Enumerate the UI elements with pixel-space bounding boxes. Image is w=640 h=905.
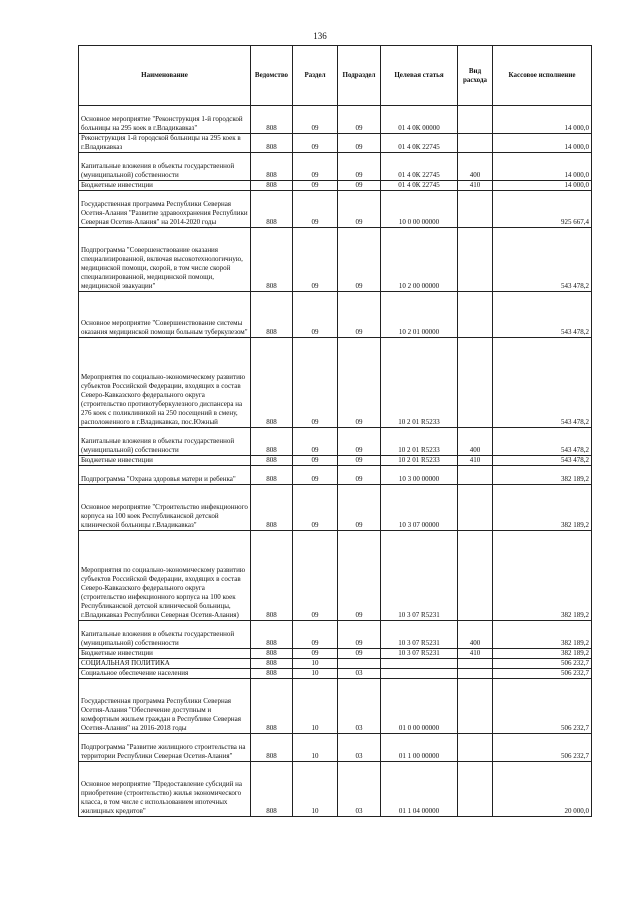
cell-target-article: 10 2 01 00000 [381, 292, 458, 338]
cell-name: Государственная программа Республики Северная Осетия-Алания "Обеспечение доступным и комфортным жильем граждан в Республике Северная Осетия-Алания" на 2016-2018 годы [79, 679, 251, 734]
cell-name: СОЦИАЛЬНАЯ ПОЛИТИКА [79, 659, 251, 669]
cell-cash-execution: 14 000,0 [493, 153, 592, 181]
header-podrazdel: Подраздел [338, 46, 381, 106]
cell-expense-type [458, 191, 493, 228]
cell-expense-type [458, 669, 493, 679]
cell-cash-execution: 543 478,2 [493, 292, 592, 338]
cell-podrazdel: 03 [338, 734, 381, 762]
cell-cash-execution: 382 189,2 [493, 531, 592, 621]
table-row [79, 649, 592, 659]
cell-target-article: 10 2 01 R5233 [381, 428, 458, 456]
cell-expense-type [458, 292, 493, 338]
cell-expense-type [458, 338, 493, 428]
cell-razdel: 10 [293, 659, 338, 669]
cell-vedomstvo: 808 [251, 153, 293, 181]
cell-cash-execution: 382 189,2 [493, 485, 592, 531]
cell-target-article: 10 2 00 00000 [381, 228, 458, 292]
cell-target-article [381, 669, 458, 679]
table-row [79, 621, 592, 649]
table-row [79, 762, 592, 817]
table-row [79, 228, 592, 292]
cell-vedomstvo: 808 [251, 106, 293, 134]
table-row [79, 191, 592, 228]
cell-podrazdel: 09 [338, 191, 381, 228]
cell-name: Капитальные вложения в объекты государственной (муниципальной) собственности [79, 428, 251, 456]
table-row [79, 181, 592, 191]
cell-vedomstvo: 808 [251, 466, 293, 485]
cell-target-article: 10 3 07 R5231 [381, 649, 458, 659]
cell-cash-execution: 14 000,0 [493, 181, 592, 191]
cell-vedomstvo: 808 [251, 191, 293, 228]
cell-name: Бюджетные инвестиции [79, 649, 251, 659]
cell-name: Мероприятия по социально-экономическому развитию субъектов Российской Федерации, входящих в состав Северо-Кавказского федерального округа (строительство инфекционного корпуса на 100 коек Республиканской детской клинической больницы, г.Владикавказ Республики Северная Осетия-Алания) [79, 531, 251, 621]
cell-expense-type: 410 [458, 181, 493, 191]
cell-razdel: 09 [293, 134, 338, 153]
header-cash-execution: Кассовое исполнение [493, 46, 592, 106]
cell-name: Бюджетные инвестиции [79, 456, 251, 466]
cell-vedomstvo: 808 [251, 649, 293, 659]
cell-podrazdel: 09 [338, 228, 381, 292]
cell-name: Основное мероприятие "Реконструкция 1-й городской больницы на 295 коек в г.Владикавказ" [79, 106, 251, 134]
table-row [79, 531, 592, 621]
cell-vedomstvo: 808 [251, 734, 293, 762]
cell-razdel: 09 [293, 181, 338, 191]
header-expense-type: Вид расхода [458, 46, 493, 106]
cell-expense-type [458, 659, 493, 669]
cell-expense-type [458, 679, 493, 734]
cell-vedomstvo: 808 [251, 228, 293, 292]
cell-vedomstvo: 808 [251, 762, 293, 817]
cell-vedomstvo: 808 [251, 181, 293, 191]
cell-razdel: 09 [293, 228, 338, 292]
cell-expense-type [458, 106, 493, 134]
cell-cash-execution: 543 478,2 [493, 228, 592, 292]
cell-name: Мероприятия по социально-экономическому развитию субъектов Российской Федерации, входящих в состав Северо-Кавказского федерального округа (строительство противотуберкулезного диспансера на 276 коек с поликлиникой на 250 посещений в смену, расположенного в г.Владикавказ, пос.Южный [79, 338, 251, 428]
cell-podrazdel: 03 [338, 762, 381, 817]
cell-target-article: 10 3 07 00000 [381, 485, 458, 531]
cell-podrazdel: 09 [338, 338, 381, 428]
table-row [79, 466, 592, 485]
cell-razdel: 09 [293, 485, 338, 531]
cell-target-article: 10 2 01 R5233 [381, 338, 458, 428]
cell-target-article: 10 2 01 R5233 [381, 456, 458, 466]
cell-podrazdel: 09 [338, 134, 381, 153]
cell-target-article: 01 0 00 00000 [381, 679, 458, 734]
cell-expense-type: 410 [458, 456, 493, 466]
table-row [79, 106, 592, 134]
cell-name: Подпрограмма "Совершенствование оказания специализированной, включая высокотехнологичную, медицинской помощи, скорой, в том числе скорой специализированной, медицинской помощи, медицинской эвакуации" [79, 228, 251, 292]
cell-podrazdel: 09 [338, 428, 381, 456]
table-header-row [79, 46, 592, 106]
cell-podrazdel: 09 [338, 106, 381, 134]
cell-razdel: 10 [293, 734, 338, 762]
cell-podrazdel: 09 [338, 292, 381, 338]
cell-cash-execution: 506 232,7 [493, 659, 592, 669]
cell-name: Капитальные вложения в объекты государственной (муниципальной) собственности [79, 153, 251, 181]
cell-target-article: 01 4 0К 22745 [381, 134, 458, 153]
cell-razdel: 09 [293, 621, 338, 649]
table-row [79, 734, 592, 762]
cell-name: Основное мероприятие "Совершенствование системы оказания медицинской помощи больным туберкулезом" [79, 292, 251, 338]
cell-target-article: 10 0 00 00000 [381, 191, 458, 228]
cell-cash-execution: 925 667,4 [493, 191, 592, 228]
cell-expense-type [458, 531, 493, 621]
table-row [79, 679, 592, 734]
table-row [79, 153, 592, 181]
cell-podrazdel: 03 [338, 669, 381, 679]
cell-podrazdel: 09 [338, 456, 381, 466]
cell-cash-execution: 14 000,0 [493, 134, 592, 153]
cell-razdel: 09 [293, 649, 338, 659]
cell-expense-type: 400 [458, 153, 493, 181]
cell-vedomstvo: 808 [251, 669, 293, 679]
table-row [79, 338, 592, 428]
cell-expense-type: 410 [458, 649, 493, 659]
cell-razdel: 09 [293, 456, 338, 466]
cell-podrazdel: 09 [338, 531, 381, 621]
table-body [79, 106, 592, 817]
cell-podrazdel: 03 [338, 679, 381, 734]
cell-razdel: 10 [293, 669, 338, 679]
page-number: 136 [313, 31, 327, 41]
cell-expense-type [458, 485, 493, 531]
cell-vedomstvo: 808 [251, 659, 293, 669]
cell-razdel: 10 [293, 679, 338, 734]
table-row [79, 659, 592, 669]
cell-podrazdel: 09 [338, 621, 381, 649]
cell-name: Бюджетные инвестиции [79, 181, 251, 191]
cell-cash-execution: 14 000,0 [493, 106, 592, 134]
budget-execution-table [78, 45, 592, 817]
header-name: Наименование [79, 46, 251, 106]
cell-cash-execution: 20 000,0 [493, 762, 592, 817]
cell-name: Основное мероприятие "Строительство инфекционного корпуса на 100 коек Республиканской детской клинической больницы г.Владикавказ" [79, 485, 251, 531]
table-row [79, 485, 592, 531]
cell-name: Подпрограмма "Развитие жилищного строительства на территории Республики Северная Осетия-Алания" [79, 734, 251, 762]
cell-name: Подпрограмма "Охрана здоровья матери и ребенка" [79, 466, 251, 485]
cell-target-article: 10 3 07 R5231 [381, 621, 458, 649]
header-target-article: Целевая статья [381, 46, 458, 106]
cell-name: Реконструкция 1-й городской больницы на 295 коек в г.Владикавказ [79, 134, 251, 153]
cell-cash-execution: 543 478,2 [493, 338, 592, 428]
cell-expense-type [458, 734, 493, 762]
table-row [79, 134, 592, 153]
table-row [79, 456, 592, 466]
cell-podrazdel: 09 [338, 466, 381, 485]
cell-target-article: 01 4 0К 22745 [381, 153, 458, 181]
table-row [79, 292, 592, 338]
cell-vedomstvo: 808 [251, 679, 293, 734]
cell-expense-type: 400 [458, 428, 493, 456]
table-row [79, 669, 592, 679]
cell-vedomstvo: 808 [251, 621, 293, 649]
cell-cash-execution: 506 232,7 [493, 669, 592, 679]
cell-razdel: 09 [293, 191, 338, 228]
cell-podrazdel: 09 [338, 153, 381, 181]
cell-expense-type [458, 228, 493, 292]
cell-expense-type [458, 134, 493, 153]
cell-name: Государственная программа Республики Северная Осетия-Алания "Развитие здравоохранения Республики Северная Осетия-Алания" на 2014-2020 годы [79, 191, 251, 228]
cell-vedomstvo: 808 [251, 134, 293, 153]
cell-razdel: 09 [293, 466, 338, 485]
header-razdel: Раздел [293, 46, 338, 106]
cell-target-article: 01 4 0К 00000 [381, 106, 458, 134]
cell-vedomstvo: 808 [251, 292, 293, 338]
cell-podrazdel: 09 [338, 181, 381, 191]
cell-cash-execution: 506 232,7 [493, 734, 592, 762]
cell-expense-type [458, 762, 493, 817]
cell-name: Социальное обеспечение населения [79, 669, 251, 679]
cell-razdel: 09 [293, 531, 338, 621]
cell-podrazdel: 09 [338, 649, 381, 659]
cell-expense-type: 400 [458, 621, 493, 649]
header-vedomstvo: Ведомство [251, 46, 293, 106]
cell-cash-execution: 543 478,2 [493, 456, 592, 466]
cell-vedomstvo: 808 [251, 531, 293, 621]
cell-cash-execution: 382 189,2 [493, 466, 592, 485]
cell-razdel: 09 [293, 428, 338, 456]
cell-cash-execution: 382 189,2 [493, 649, 592, 659]
cell-podrazdel [338, 659, 381, 669]
cell-vedomstvo: 808 [251, 485, 293, 531]
cell-expense-type [458, 466, 493, 485]
cell-podrazdel: 09 [338, 485, 381, 531]
cell-target-article: 01 4 0К 22745 [381, 181, 458, 191]
cell-target-article: 01 1 00 00000 [381, 734, 458, 762]
cell-razdel: 09 [293, 338, 338, 428]
cell-target-article: 01 1 04 00000 [381, 762, 458, 817]
cell-vedomstvo: 808 [251, 428, 293, 456]
cell-cash-execution: 382 189,2 [493, 621, 592, 649]
cell-razdel: 10 [293, 762, 338, 817]
cell-cash-execution: 506 232,7 [493, 679, 592, 734]
cell-vedomstvo: 808 [251, 338, 293, 428]
cell-name: Основное мероприятие "Предоставление субсидий на приобретение (строительство) жилья экономического класса, в том числе с использованием ипотечных жилищных кредитов" [79, 762, 251, 817]
cell-target-article: 10 3 07 R5231 [381, 531, 458, 621]
cell-target-article: 10 3 00 00000 [381, 466, 458, 485]
cell-name: Капитальные вложения в объекты государственной (муниципальной) собственности [79, 621, 251, 649]
cell-razdel: 09 [293, 106, 338, 134]
cell-target-article [381, 659, 458, 669]
cell-razdel: 09 [293, 292, 338, 338]
cell-razdel: 09 [293, 153, 338, 181]
cell-vedomstvo: 808 [251, 456, 293, 466]
cell-cash-execution: 543 478,2 [493, 428, 592, 456]
table-row [79, 428, 592, 456]
